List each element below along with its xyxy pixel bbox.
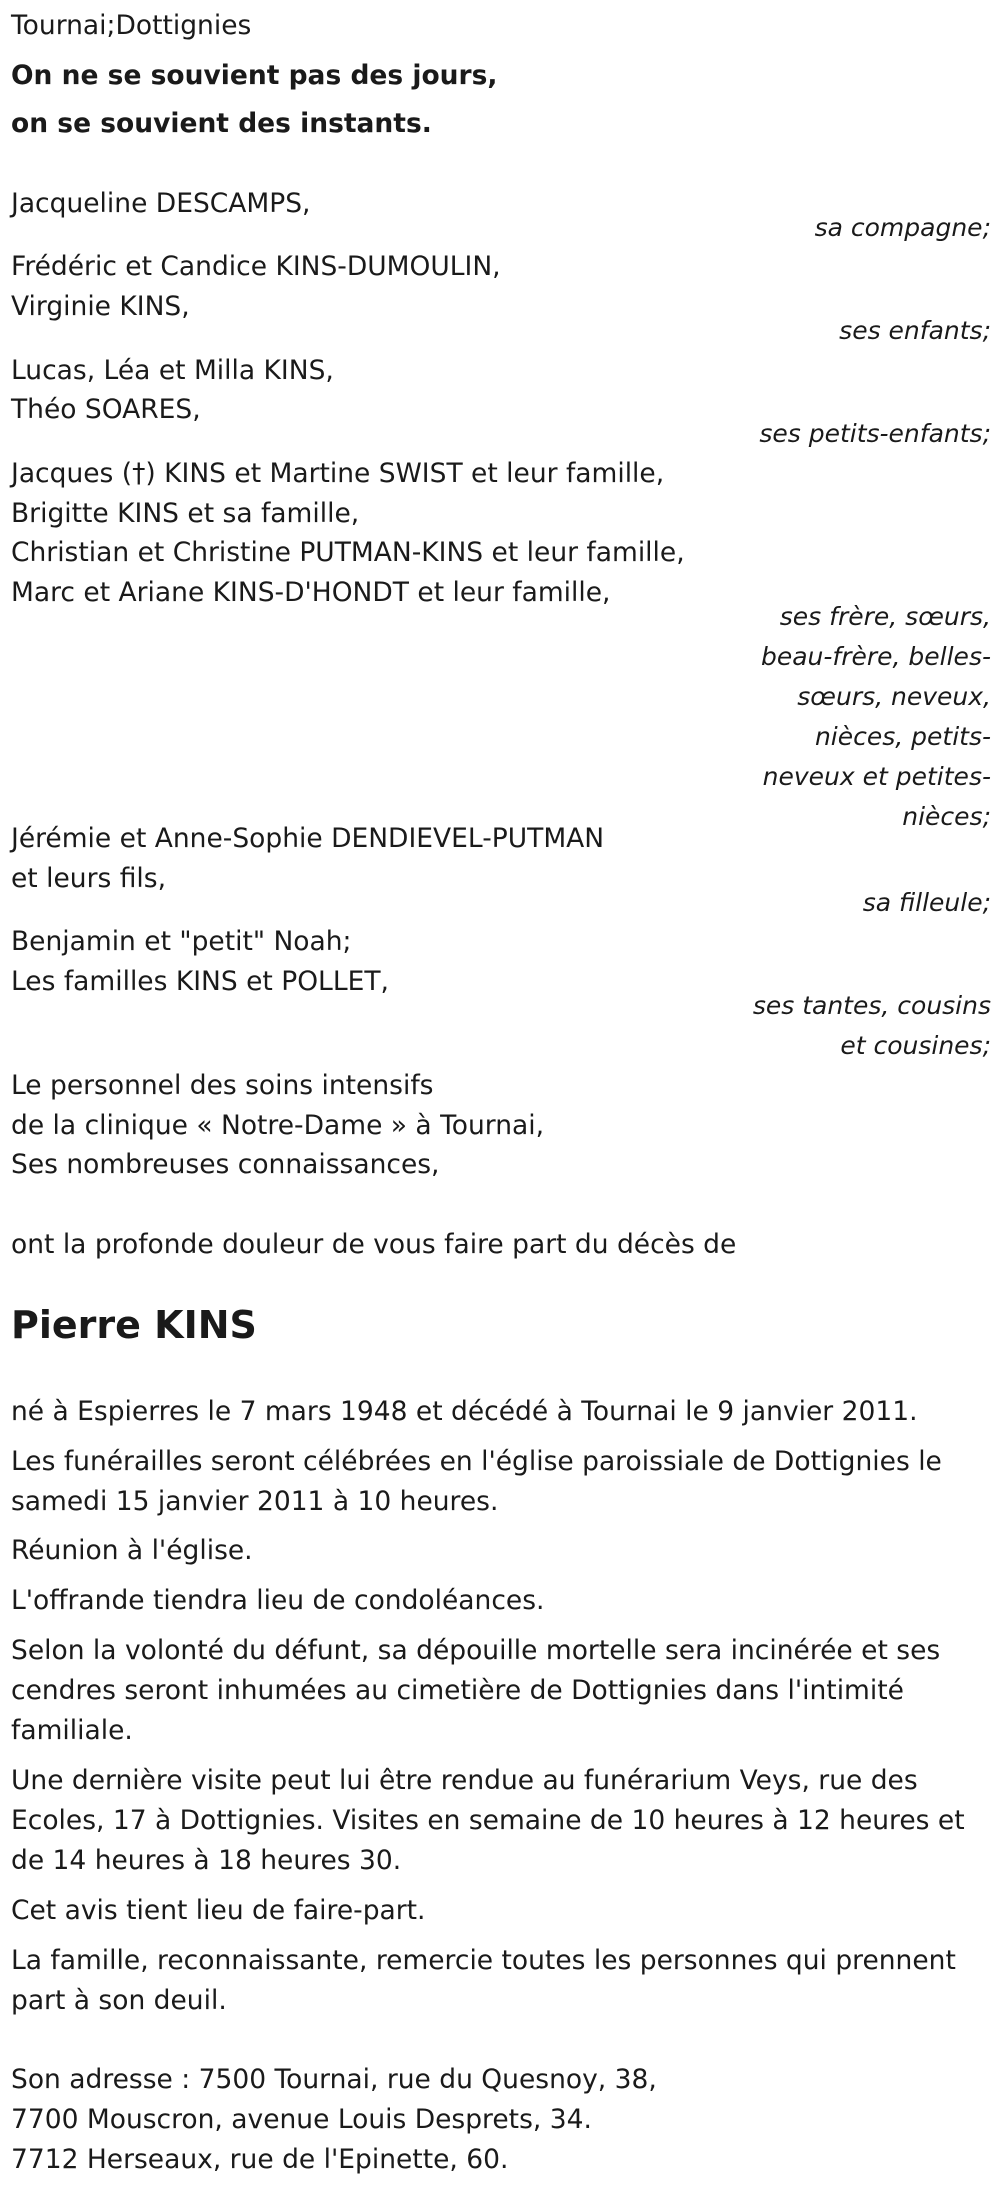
- detail-paragraph: né à Espierres le 7 mars 1948 et décédé à Tournai le 9 janvier 2011.: [11, 1396, 918, 1427]
- detail-paragraph: Cet avis tient lieu de faire-part.: [11, 1895, 426, 1926]
- others-line: Ses nombreuses connaissances,: [11, 1149, 440, 1180]
- family-name-line: Virginie KINS,: [11, 291, 190, 322]
- address-line: 7700 Mouscron, avenue Louis Desprets, 34.: [11, 2104, 592, 2135]
- announcement: ont la profonde douleur de vous faire part du décès de: [11, 1229, 737, 1260]
- family-relation: ses petits-enfants;: [759, 419, 991, 448]
- deceased-name: Pierre KINS: [11, 1303, 257, 1347]
- family-name-line: Les familles KINS et POLLET,: [11, 966, 389, 997]
- address-line: 7712 Herseaux, rue de l'Epinette, 60.: [11, 2144, 509, 2175]
- family-name-line: Jérémie et Anne-Sophie DENDIEVEL-PUTMAN: [11, 823, 605, 854]
- family-relation: ses enfants;: [839, 316, 991, 345]
- family-name-line: et leurs fils,: [11, 863, 166, 894]
- family-relation: ses tantes, cousins et cousines;: [752, 991, 991, 1060]
- family-name-line: Théo SOARES,: [11, 394, 201, 425]
- family-name-line: Brigitte KINS et sa famille,: [11, 498, 360, 529]
- detail-paragraph: Selon la volonté du défunt, sa dépouille mortelle sera incinérée et ses cendres seront inhumées au cimetière de Dottignies dans l'intimité familiale.: [11, 1635, 941, 1746]
- detail-paragraph: La famille, reconnaissante, remercie toutes les personnes qui prennent part à son deuil.: [11, 1945, 956, 2016]
- detail-paragraph: L'offrande tiendra lieu de condoléances.: [11, 1585, 545, 1616]
- quote-line-2: on se souvient des instants.: [11, 108, 432, 139]
- detail-paragraph: Les funérailles seront célébrées en l'église paroissiale de Dottignies le samedi 15 janvier 2011 à 10 heures.: [11, 1446, 942, 1517]
- others-line: de la clinique « Notre-Dame » à Tournai,: [11, 1110, 545, 1141]
- address-line: Son adresse : 7500 Tournai, rue du Quesnoy, 38,: [11, 2064, 657, 2095]
- detail-paragraph: Une dernière visite peut lui être rendue au funérarium Veys, rue des Ecoles, 17 à Dottignies. Visites en semaine de 10 heures à 12 heures et de 14 heures à 18 heures 30.: [11, 1765, 965, 1876]
- family-relation: ses frère, sœurs, beau-frère, belles-sœurs, neveux, nièces, petits-neveux et petites-nièces;: [760, 602, 991, 831]
- family-name-line: Benjamin et "petit" Noah;: [11, 926, 352, 957]
- quote-line-1: On ne se souvient pas des jours,: [11, 60, 498, 91]
- place-header: Tournai;Dottignies: [11, 10, 252, 41]
- family-name-line: Lucas, Léa et Milla KINS,: [11, 355, 334, 386]
- family-name-line: Marc et Ariane KINS-D'HONDT et leur famille,: [11, 577, 611, 608]
- family-name-line: Frédéric et Candice KINS-DUMOULIN,: [11, 251, 501, 282]
- family-relation: sa filleule;: [862, 888, 991, 917]
- family-relation: sa compagne;: [814, 213, 991, 242]
- family-name-line: Christian et Christine PUTMAN-KINS et leur famille,: [11, 537, 685, 568]
- family-name-line: Jacqueline DESCAMPS,: [11, 188, 311, 219]
- others-line: Le personnel des soins intensifs: [11, 1070, 434, 1101]
- detail-paragraph: Réunion à l'église.: [11, 1535, 253, 1566]
- family-name-line: Jacques (†) KINS et Martine SWIST et leur famille,: [11, 458, 665, 489]
